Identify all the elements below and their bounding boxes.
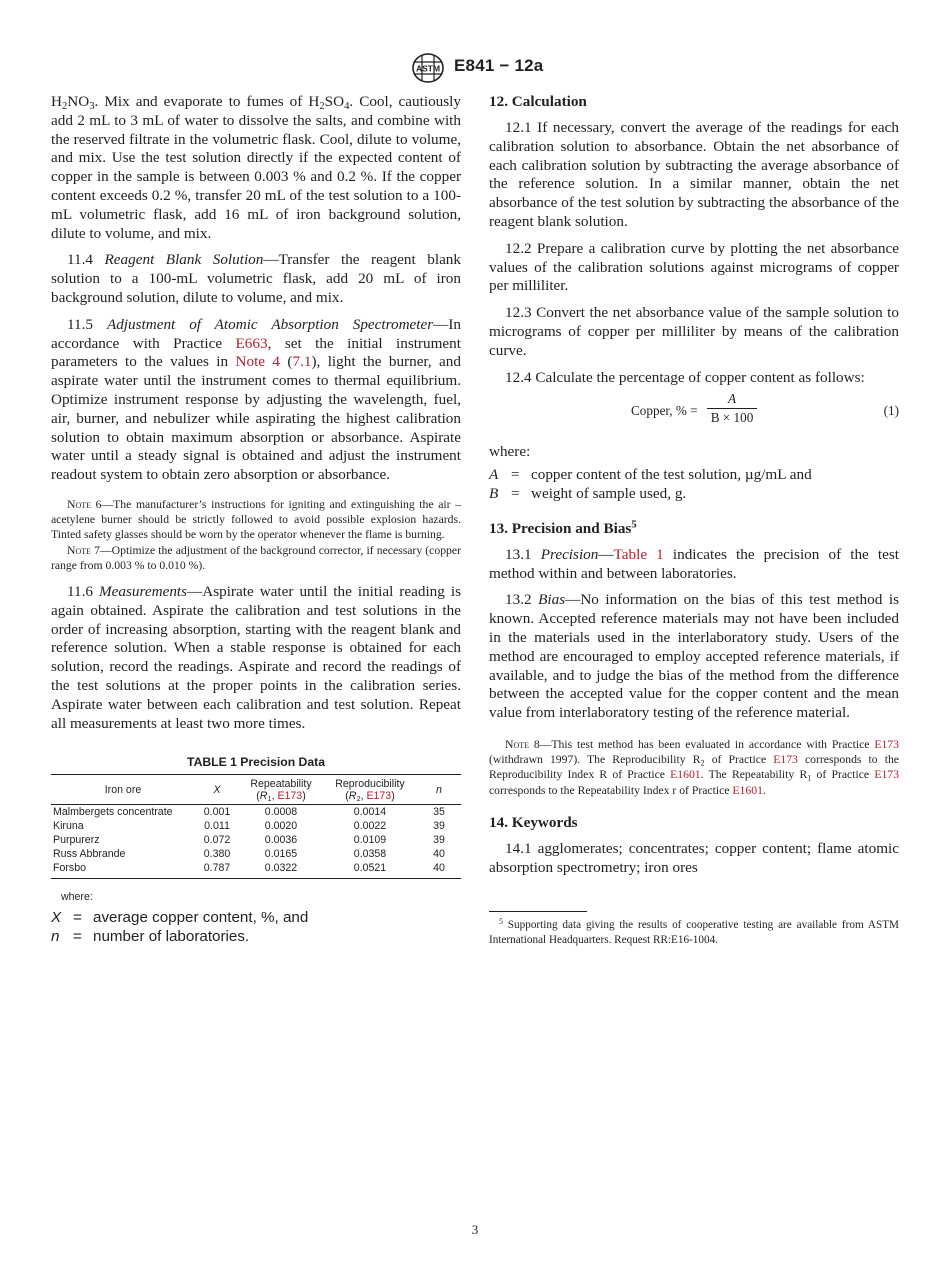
cell-ore: Russ Abbrande: [53, 848, 126, 861]
cell-n: 35: [433, 806, 445, 819]
page-header: [0, 52, 950, 88]
cell-ore: Kiruna: [53, 820, 84, 833]
section-12-heading: 12. Calculation: [489, 93, 587, 110]
paragraph-11-5: 11.5 Adjustment of Atomic Absorption Spectrometer—In accordance with Practice E663, set the initial instrument parameters to the values in Note 4 (7.1), light the burner, and aspirate water until the instrument comes to thermal equilibrium. Optimize instrument response by adjusting the wavelength, fuel, air, burner, and nebulizer while aspirating the highest calibration solution to obtain maximum absorption or absorbance. Aspirate water until a steady signal is obtained and adjust the instrument readout system to obtain zero absorption or absorbance.: [51, 315, 461, 484]
link-e173[interactable]: E173: [874, 737, 899, 751]
logo-text: ASTM: [415, 63, 441, 74]
link-note-4[interactable]: Note 4: [235, 353, 281, 371]
cell-r2: 0.0014: [353, 806, 387, 819]
table-row: [51, 819, 461, 833]
right-column: [489, 93, 899, 948]
paragraph-13-2: 13.2 Bias—No information on the bias of this test method is known. Accepted reference materials may not have been included in the materials used in the interlaboratory study. Users of the method are encouraged to employ accepted reference materials, if available, and to judge the bias of the method from the difference between the accepted value for the copper content and the mean value from interlaboratory testing of the reference material.: [489, 591, 900, 722]
cell-r1: 0.0036: [264, 834, 298, 847]
table-row: [51, 833, 461, 847]
left-column: [51, 93, 461, 947]
header-repeatability: Repeatability ($R_1$, E173): [239, 775, 323, 805]
header-n: n: [417, 775, 461, 805]
cell-x: 0.011: [204, 820, 230, 833]
equation-1: [489, 391, 899, 433]
link-table-1[interactable]: Table 1: [613, 545, 664, 563]
cell-r1: 0.0322: [239, 861, 323, 879]
link-e173[interactable]: E173: [773, 753, 798, 767]
cell-ore: Purpurerz: [53, 834, 100, 847]
cell-x: 0.001: [203, 806, 231, 819]
paragraph-13-1: 13.1 Precision—Table 1 indicates the precision of the test method within and between laboratories.: [489, 545, 900, 582]
table-row: [51, 805, 461, 820]
header-x: X: [195, 775, 239, 805]
equation-lhs: Copper, % =: [631, 403, 698, 419]
cell-n: 39: [433, 820, 445, 833]
section-14-heading: 14. Keywords: [489, 813, 578, 831]
astm-logo-icon: [409, 52, 447, 84]
equation-definitions: [489, 466, 899, 504]
where-label: where:: [489, 443, 531, 461]
note-6: Note 6—The manufacturer’s instructions for igniting and extinguishing the air – acetylene burner should be strictly followed to avoid possible explosion hazards. Tinted safety glasses should be worn by the operator whenever the flame is burning.: [51, 497, 461, 542]
definition-row: B = weight of sample used, g.: [489, 484, 687, 502]
table-header-row: [51, 775, 461, 805]
page-number: 3: [471, 1222, 479, 1237]
note-7: Note 7—Optimize the adjustment of the background corrector, if necessary (copper range from 0.003 % to 0.010 %).: [51, 543, 461, 572]
table-row: [51, 847, 461, 861]
cell-r1: 0.0165: [264, 848, 298, 861]
note-8: Note 8—This test method has been evaluated in accordance with Practice E173 (withdrawn 1997). The Reproducibility $R_2$ of Practice E173 corresponds to the Reproducibility Index R of Practice E1601. The Repeatability $R_1$ of Practice E173 corresponds to the Repeatability Index r of Practice E1601.: [489, 737, 899, 797]
link-e1601[interactable]: E1601: [732, 783, 763, 797]
header-iron-ore: Iron ore: [51, 775, 195, 805]
cell-ore: Malmbergets concentrate: [53, 806, 173, 819]
cell-r2: 0.0022: [353, 820, 387, 833]
table-where-label: where:: [61, 891, 93, 904]
cell-r1: 0.0008: [264, 806, 298, 819]
paragraph-11-4: 11.4 Reagent Blank Solution—Transfer the reagent blank solution to a 100-mL volumetric flask, add 20 mL of iron background solution, dilute to volume, and mix.: [51, 251, 461, 306]
link-section-7-1[interactable]: 7.1: [292, 353, 312, 371]
cell-n: 39: [433, 834, 445, 847]
cell-n: 40: [433, 848, 445, 861]
cell-r2: 0.0358: [353, 848, 387, 861]
header-reproducibility: Reproducibility ($R_2$, E173): [323, 775, 417, 805]
definition-row: X = average copper content, %, and: [51, 909, 309, 927]
table-row: [51, 861, 461, 879]
cell-x: 0.787: [195, 861, 239, 879]
paragraph-continuation: $H_2NO_3$. Mix and evaporate to fumes of $H_2SO_4$. Cool, cautiously add 2 mL to 3 mL of water to dissolve the salts, and combine with the reserved filtrate in the volumetric flask. Cool, dilute to volume, and mix. Use the test solution directly if the expected content of copper in the sample is between 0.003 % and 0.2 %. If the copper content exceeds 0.2 %, transfer 20 mL of the test solution to a 100-mL volumetric flask, add 16 mL of iron background solution, dilute to volume, and mix.: [51, 93, 461, 242]
equation-numerator: A: [727, 391, 737, 407]
cell-r1: 0.0020: [264, 820, 298, 833]
link-e1601[interactable]: E1601: [670, 768, 701, 782]
definition-row: n = number of laboratories.: [51, 928, 250, 946]
document-designation: E841 − 12a: [454, 56, 544, 75]
link-e173-r1[interactable]: E173: [277, 790, 303, 803]
cell-n: 40: [417, 861, 461, 879]
paragraph-11-6: 11.6 Measurements—Aspirate water until the initial reading is again obtained. Aspirate the calibration and test solutions in the order of increasing absorption, starting with the reagent blank and reference solution. When a stable response is obtained for each solution, record the readings. Aspirate and record the readings of the test solutions at the proper points in the calibration series. Aspirate water between each calibration and test solution. Repeat all measurements at least two more times.: [51, 582, 461, 732]
footnote-divider: [489, 911, 587, 912]
definition-row: A = copper content of the test solution, µg/mL and: [489, 466, 812, 484]
link-e173[interactable]: E173: [874, 768, 899, 782]
cell-ore: Forsbo: [51, 861, 195, 879]
equation-fraction: [707, 391, 757, 426]
footnote-5: $^5$ Supporting data giving the results of cooperative testing are available from ASTM International Headquarters. Request RR:E16-1004.: [489, 917, 899, 947]
precision-table-block: [51, 755, 461, 947]
paragraph-12-1: 12.1 If necessary, convert the average of the readings for each calibration solution to absorbance. Obtain the net absorbance of each calibration solution by subtracting the average absorbance of the reference solution. In a similar manner, obtain the net absorbance of the test solution by subtracting the absorbance of the reagent blank solution.: [489, 119, 899, 230]
link-e663[interactable]: E663: [235, 334, 268, 352]
link-e173-r2[interactable]: E173: [366, 790, 392, 803]
cell-r2: 0.0109: [353, 834, 387, 847]
section-13-heading: 13. Precision and Bias$^5$: [489, 519, 637, 537]
cell-r2: 0.0521: [323, 861, 417, 879]
equation-denominator: B × 100: [710, 410, 754, 426]
table-definitions: [51, 909, 461, 947]
equation-number: (1): [883, 403, 899, 419]
cell-x: 0.072: [203, 834, 231, 847]
paragraph-14-1: 14.1 agglomerates; concentrates; copper content; flame atomic absorption spectrometry; iron ores: [489, 839, 899, 876]
paragraph-12-4: 12.4 Calculate the percentage of copper content as follows:: [505, 368, 865, 386]
paragraph-12-3: 12.3 Convert the net absorbance value of the sample solution to micrograms of copper per milliliter by means of the calibration curve.: [489, 304, 899, 359]
paragraph-12-2: 12.2 Prepare a calibration curve by plotting the net absorbance values of the calibration solutions against micrograms of copper per milliliter.: [489, 239, 899, 295]
precision-table: [51, 774, 461, 879]
cell-x: 0.380: [203, 848, 231, 861]
table-title: TABLE 1 Precision Data: [187, 755, 325, 770]
